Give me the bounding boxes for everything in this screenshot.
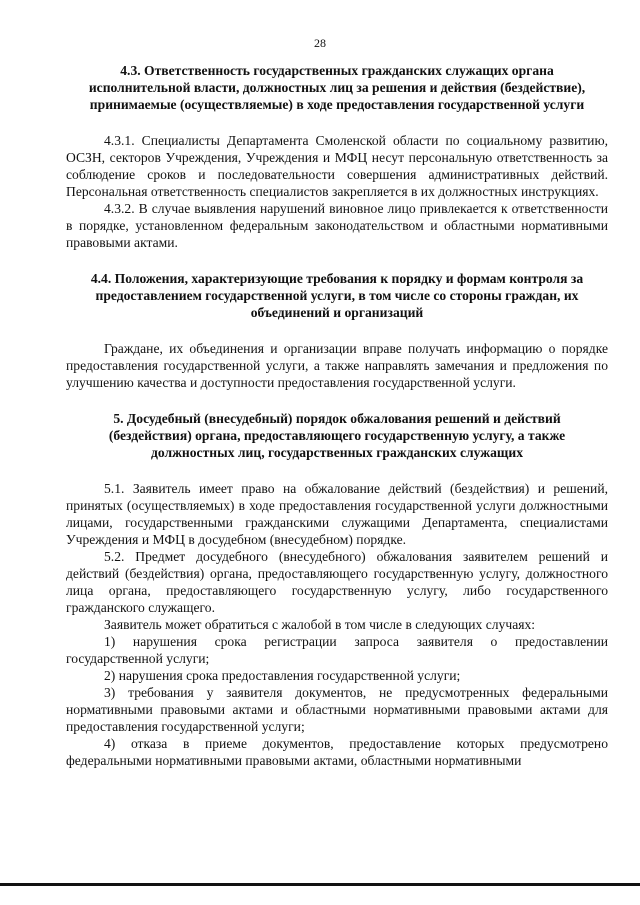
bottom-scan-rule — [0, 883, 640, 886]
paragraph-4-3-1: 4.3.1. Специалисты Департамента Смоленской области по социальному развитию, ОСЗН, секторов Учреждения, Учреждения и МФЦ несут персональную ответственность за соблюдение сроков и последовательности совершения административных действий. Персональная ответственность специалистов закрепляется в их должностных инструкциях. — [66, 133, 608, 199]
document-body — [66, 62, 608, 769]
paragraph-4-3-2: 4.3.2. В случае выявления нарушений виновное лицо привлекается к ответственности в порядке, установленном федеральным законодательством и областными нормативными правовыми актами. — [66, 201, 608, 250]
section-heading-5: 5. Досудебный (внесудебный) порядок обжалования решений и действий (бездействия) органа, предоставляющего государственную услугу, а также должностных лиц, государственных гражданских служащих — [108, 411, 566, 460]
paragraph-4-4-1: Граждане, их объединения и организации вправе получать информацию о порядке предоставления государственной услуги, а также направлять замечания и предложения по улучшению качества и доступности предоставления государственной услуги. — [66, 341, 608, 390]
section-heading-4-3: 4.3. Ответственность государственных гражданских служащих органа исполнительной власти, должностных лиц за решения и действия (бездействие), принимаемые (осуществляемые) в ходе предоставления государственной услуги — [88, 63, 586, 112]
section-heading-4-4: 4.4. Положения, характеризующие требования к порядку и формам контроля за предоставлением государственной услуги, в том числе со стороны граждан, их объединений и организаций — [90, 271, 584, 320]
page-number: 28 — [314, 36, 326, 50]
paragraph-5-1: 5.1. Заявитель имеет право на обжалование действий (бездействия) и решений, принятых (осуществляемых) в ходе предоставления государственной услуги должностными лицами, государственными гражданскими служащими Департамента, специалистами Учреждения и МФЦ в досудебном (внесудебном) порядке. — [66, 481, 608, 547]
list-item-1: 1) нарушения срока регистрации запроса заявителя о предоставлении государственной услуги; — [66, 634, 608, 666]
list-item-4: 4) отказа в приеме документов, предоставление которых предусмотрено федеральными нормативными правовыми актами, областными нормативными — [66, 736, 608, 768]
paragraph-5-2: 5.2. Предмет досудебного (внесудебного) обжалования заявителем решений и действий (бездействия) органа, предоставляющего государственную услугу, должностного лица органа, предоставляющего государственную услугу, либо государственного гражданского служащего. — [66, 549, 608, 615]
list-item-2: 2) нарушения срока предоставления государственной услуги; — [104, 668, 461, 683]
list-item-3: 3) требования у заявителя документов, не предусмотренных федеральными нормативными правовыми актами и областными нормативными правовыми актами для предоставления государственной услуги; — [66, 685, 608, 734]
paragraph-complaint-intro: Заявитель может обратиться с жалобой в том числе в следующих случаях: — [104, 617, 536, 632]
